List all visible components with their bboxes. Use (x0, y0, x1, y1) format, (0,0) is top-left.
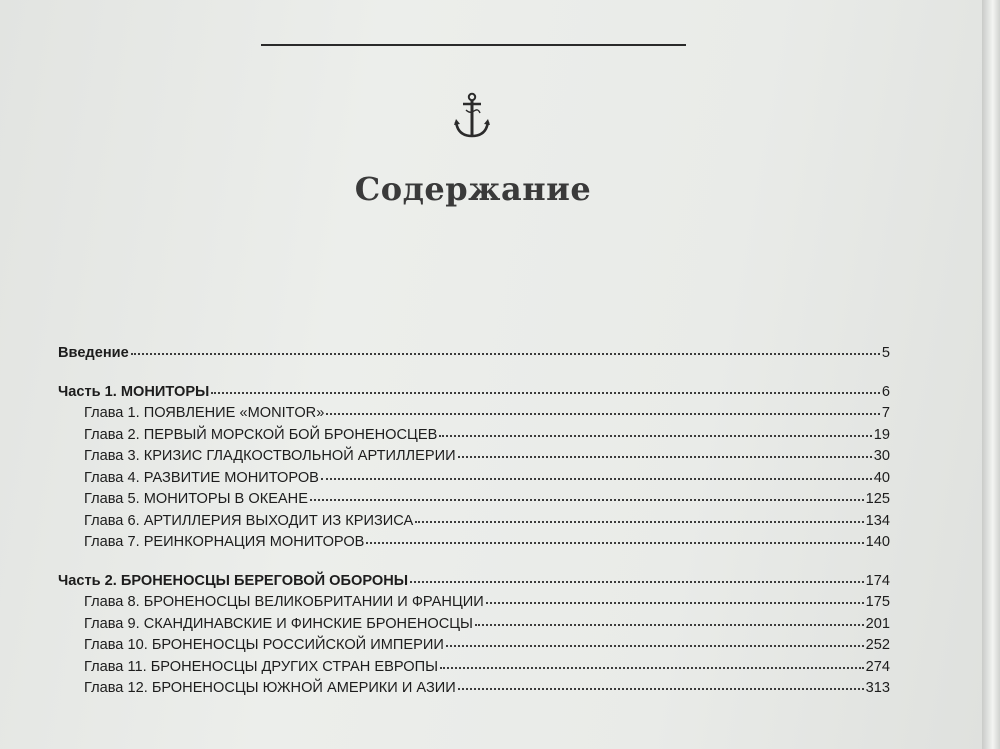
toc-entry-part[interactable] (58, 384, 890, 406)
top-rule (261, 44, 686, 46)
toc-entry-page: 175 (865, 594, 890, 610)
toc-entry-chapter[interactable] (58, 594, 890, 616)
toc-entry-label: Глава 6. АРТИЛЛЕРИЯ ВЫХОДИТ ИЗ КРИЗИСА (84, 512, 414, 529)
toc-entry-label: Часть 1. МОНИТОРЫ (58, 383, 210, 400)
toc-entry-page: 201 (865, 615, 890, 632)
toc-entry-chapter[interactable] (58, 470, 890, 492)
toc-entry-chapter[interactable] (58, 659, 890, 681)
toc-entry-page: 252 (865, 637, 890, 653)
dot-leader (475, 620, 864, 626)
page-edge (982, 0, 1000, 749)
toc-entry-label: Глава 10. БРОНЕНОСЦЫ РОССИЙСКОЙ ИМПЕРИИ (84, 637, 444, 653)
toc-entry-label: Глава 11. БРОНЕНОСЦЫ ДРУГИХ СТРАН ЕВРОПЫ (84, 658, 438, 675)
toc-entry-chapter[interactable] (58, 491, 890, 513)
toc-entry-chapter[interactable] (58, 616, 890, 638)
dot-leader (458, 452, 872, 458)
toc-entry-chapter[interactable] (58, 680, 890, 702)
toc-entry-part[interactable] (58, 573, 890, 595)
toc-entry-label: Часть 2. БРОНЕНОСЦЫ БЕРЕГОВОЙ ОБОРОНЫ (58, 572, 409, 589)
section-gap (58, 556, 890, 573)
toc-entry-chapter[interactable] (58, 405, 890, 427)
toc-entry-label: Введение (58, 345, 129, 361)
dot-leader (321, 474, 872, 480)
toc-entry-label: Глава 1. ПОЯВЛЕНИЕ «MONITOR» (84, 405, 325, 421)
toc-entry-intro[interactable] (58, 345, 890, 367)
toc-entry-label: Глава 2. ПЕРВЫЙ МОРСКОЙ БОЙ БРОНЕНОСЦЕВ (84, 426, 438, 443)
toc-entry-page: 134 (865, 512, 890, 529)
page-title: Содержание (354, 170, 592, 208)
toc-entry-chapter[interactable] (58, 637, 890, 659)
toc-entry-label: Глава 8. БРОНЕНОСЦЫ ВЕЛИКОБРИТАНИИ И ФРАНЦИИ (84, 594, 484, 610)
dot-leader (446, 641, 864, 647)
toc-entry-page: 313 (865, 680, 890, 696)
toc-entry-label: Глава 9. СКАНДИНАВСКИЕ И ФИНСКИЕ БРОНЕНОСЦЫ (84, 615, 473, 632)
dot-leader (131, 349, 880, 355)
toc-entry-label: Глава 5. МОНИТОРЫ В ОКЕАНЕ (84, 491, 308, 507)
section-gap (58, 367, 890, 384)
toc-entry-page: 5 (881, 345, 890, 361)
dot-leader (415, 517, 863, 523)
dot-leader (410, 577, 864, 583)
dot-leader (211, 388, 880, 394)
dot-leader (366, 538, 863, 544)
toc-entry-page: 174 (865, 572, 890, 589)
toc-entry-label: Глава 12. БРОНЕНОСЦЫ ЮЖНОЙ АМЕРИКИ И АЗИИ (84, 680, 456, 696)
toc-entry-page: 140 (865, 534, 890, 550)
dot-leader (440, 663, 864, 669)
toc-entry-page: 30 (873, 448, 890, 464)
toc-entry-chapter[interactable] (58, 534, 890, 556)
toc-entry-label: Глава 4. РАЗВИТИЕ МОНИТОРОВ (84, 469, 319, 486)
toc-entry-page: 40 (873, 469, 890, 486)
toc-entry-label: Глава 3. КРИЗИС ГЛАДКОСТВОЛЬНОЙ АРТИЛЛЕРИИ (84, 448, 456, 464)
toc-entry-chapter[interactable] (58, 427, 890, 449)
dot-leader (486, 598, 864, 604)
toc-entry-label: Глава 7. РЕИНКОРНАЦИЯ МОНИТОРОВ (84, 534, 365, 550)
toc-entry-page: 125 (865, 491, 890, 507)
dot-leader (310, 495, 864, 501)
dot-leader (458, 684, 864, 690)
toc-entry-page: 274 (865, 658, 890, 675)
toc-entry-chapter[interactable] (58, 448, 890, 470)
toc-entry-page: 6 (881, 383, 890, 400)
anchor-icon (452, 92, 492, 140)
table-of-contents (58, 345, 890, 702)
dot-leader (326, 409, 880, 415)
dot-leader (439, 431, 871, 437)
toc-entry-page: 19 (873, 426, 890, 443)
toc-entry-page: 7 (881, 405, 890, 421)
toc-entry-chapter[interactable] (58, 513, 890, 535)
